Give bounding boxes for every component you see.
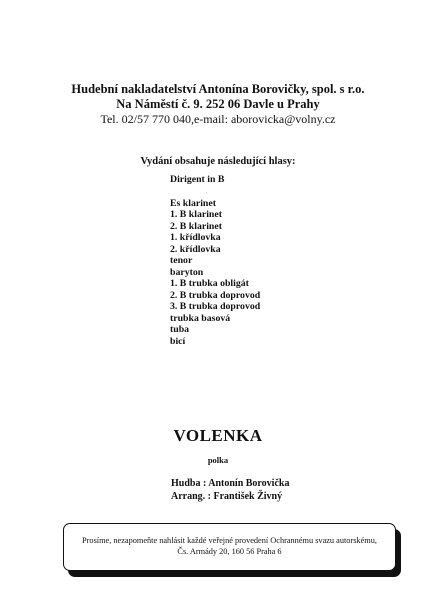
parts-list xyxy=(170,174,260,347)
notice-text: Prosíme, nezapomeňte nahlásit každé veřejné provedení Ochrannému svazu autorskému, xyxy=(82,536,377,545)
publisher-address: Na Náměstí č. 9. 252 06 Davle u Prahy xyxy=(116,97,320,111)
part-item: 2. křídlovka xyxy=(170,243,221,255)
part-item: 2. B trubka doprovod xyxy=(170,289,261,301)
part-item: Es klarinet xyxy=(170,197,216,209)
part-item-conductor: Dirigent in B xyxy=(170,174,225,185)
part-item: 2. B klarinet xyxy=(170,220,222,232)
parts-intro: Vydání obsahuje následující hlasy: xyxy=(140,156,296,167)
work-title: VOLENKA xyxy=(173,426,263,445)
part-item: baryton xyxy=(170,266,204,278)
part-item: tuba xyxy=(170,324,190,335)
part-item: 1. křídlovka xyxy=(170,232,221,243)
part-item: 1. B klarinet xyxy=(170,209,222,220)
arrangement-credit: Arrang. : František Živný xyxy=(171,491,283,502)
publisher-contact: Tel. 02/57 770 040,e-mail: aborovicka@volny.cz xyxy=(100,112,336,126)
part-item: 1. B trubka obligát xyxy=(170,278,249,289)
publisher-name: Hudební nakladatelství Antonína Borovičky, spol. s r.o. xyxy=(71,82,365,96)
part-item: tenor xyxy=(170,255,193,266)
copyright-notice-box xyxy=(63,523,396,571)
scan-speck: ˌ xyxy=(205,186,208,194)
music-credit: Hudba : Antonín Borovička xyxy=(171,478,290,489)
work-genre: polka xyxy=(207,455,229,465)
part-item: 3. B trubka doprovod xyxy=(170,301,261,312)
notice-address: Čs. Armády 20, 160 56 Praha 6 xyxy=(177,547,282,556)
part-item: bicí xyxy=(170,335,186,347)
part-item: trubka basová xyxy=(170,312,231,324)
